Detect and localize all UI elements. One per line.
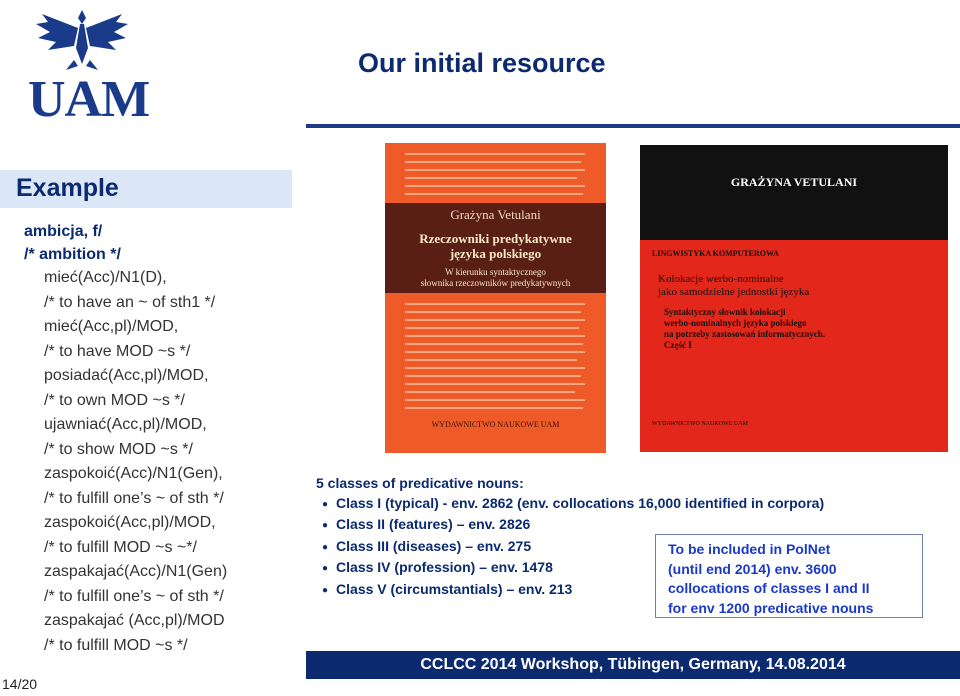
- book2-subtitle-line: Część I: [664, 340, 692, 350]
- note-line: To be included in PolNet: [668, 541, 831, 557]
- book2-publisher: WYDAWNICTWO NAUKOWE UAM: [652, 421, 748, 427]
- example-heading: Example: [16, 174, 119, 202]
- book2-subtitle: [664, 307, 825, 351]
- book1-title-line: Rzeczowniki predykatywne: [419, 231, 572, 246]
- entry-gloss: /* ambition */: [24, 246, 121, 263]
- book1-subtitle-line: słownika rzeczowników predykatywnych: [420, 278, 571, 288]
- collocation-line: mieć(Acc)/N1(D),: [44, 269, 167, 286]
- collocation-line: /* to own MOD ~s */: [44, 391, 185, 409]
- book2-author: GRAŻYNA VETULANI: [730, 175, 858, 189]
- collocation-line: posiadać(Acc,pl)/MOD,: [44, 367, 209, 384]
- footer-banner: CCLCC 2014 Workshop, Tübingen, Germany, 14.08.2014: [306, 651, 960, 679]
- collocation-line: mieć(Acc,pl)/MOD,: [44, 318, 179, 335]
- class-item-text: Class V (circumstantials) – env. 213: [336, 580, 573, 597]
- book1-author: Grażyna Vetulani: [450, 207, 541, 222]
- book2-title: [658, 273, 809, 299]
- collocation-line: zaspakajać(Acc)/N1(Gen): [44, 563, 228, 580]
- class-item: [322, 494, 824, 516]
- collocation-line: /* to have MOD ~s */: [44, 342, 191, 360]
- class-item-text: Class III (diseases) – env. 275: [336, 537, 532, 554]
- collocation-line: /* to fulfill one’s ~ of sth */: [44, 587, 224, 605]
- eagle-icon: [22, 4, 142, 74]
- book1-title: [385, 231, 606, 261]
- book-cover-rzeczowniki: [385, 143, 606, 453]
- book1-subtitle-line: W kierunku syntaktycznego: [445, 267, 546, 277]
- book2-title-line: jako samodzielne jednostki języka: [658, 286, 810, 298]
- collocation-list: [44, 266, 227, 658]
- collocation-line: /* to fulfill MOD ~s ~*/: [44, 538, 197, 556]
- collocation-line: /* to have an ~ of sth1 */: [44, 293, 216, 311]
- class-item-text: Class I (typical) - env. 2862 (env. collocations 16,000 identified in corpora): [336, 494, 825, 511]
- collocation-line: /* to show MOD ~s */: [44, 440, 193, 458]
- book2-subtitle-line: na potrzeby zastosowań informatycznych.: [664, 329, 825, 339]
- title-underline: [306, 124, 960, 128]
- entry-lemma: ambicja, f/: [24, 223, 103, 240]
- polnet-note-text: [668, 540, 873, 618]
- collocation-line: zaspakajać (Acc,pl)/MOD: [44, 612, 225, 629]
- logo-text: UAM: [28, 71, 150, 128]
- book1-publisher: WYDAWNICTWO NAUKOWE UAM: [431, 420, 560, 429]
- slide-title: Our initial resource: [358, 48, 606, 78]
- collocation-line: /* to fulfill MOD ~s */: [44, 636, 188, 654]
- entry-header: [24, 220, 121, 266]
- book2-series: LINGWISTYKA KOMPUTEROWA: [652, 249, 779, 258]
- book1-subtitle: [385, 267, 606, 289]
- classes-heading: 5 classes of predicative nouns:: [316, 475, 524, 491]
- book-cover-kolokacje: [640, 145, 948, 452]
- collocation-line: zaspokoić(Acc)/N1(Gen),: [44, 465, 223, 482]
- class-item-text: Class IV (profession) – env. 1478: [336, 559, 553, 575]
- note-line: collocations of classes I and II: [668, 580, 870, 596]
- book2-subtitle-line: werbo-nominalnych języka polskiego: [664, 318, 807, 328]
- book2-subtitle-line: Syntaktyczny słownik kolokacji: [664, 307, 786, 317]
- polnet-note-box: [655, 534, 923, 618]
- collocation-line: /* to fulfill one’s ~ of sth */: [44, 489, 224, 507]
- note-line: for env 1200 predicative nouns: [668, 599, 874, 616]
- note-line: (until end 2014) env. 3600: [668, 560, 837, 577]
- page-number: 14/20: [2, 676, 38, 692]
- class-item-text: Class II (features) – env. 2826: [336, 516, 531, 532]
- collocation-line: zaspokoić(Acc,pl)/MOD,: [44, 514, 216, 531]
- book1-title-line: języka polskiego: [449, 246, 542, 261]
- book2-title-line: Kolokacje werbo-nominalne: [658, 273, 784, 285]
- collocation-line: ujawniać(Acc,pl)/MOD,: [44, 416, 207, 433]
